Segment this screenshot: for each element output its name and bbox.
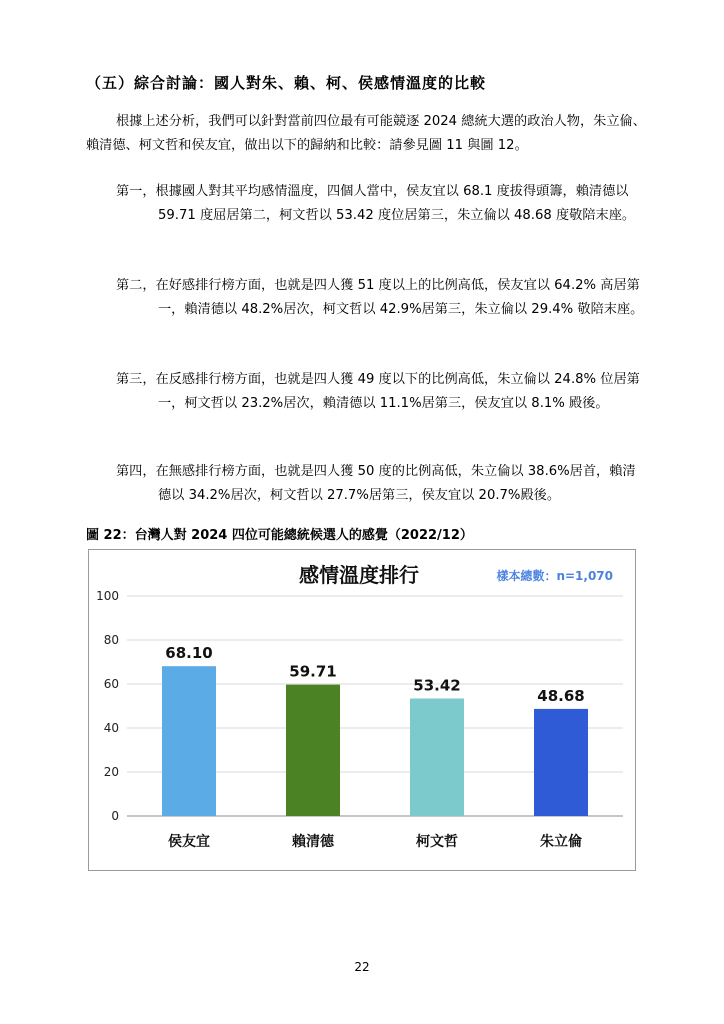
page-number: 22 [354,960,370,974]
temperature-bar-chart [89,550,635,870]
summary-point-2: 第二，在好感排行榜方面，也就是四人獲 51 度以上的比例高低，侯友宜以 64.2% 高居第一，賴清德以 48.2%居次，柯文哲以 42.9%居第三，朱立倫以 29.4% 敬陪末座。 [116,278,644,317]
y-tick-label: 100 [96,589,119,603]
x-tick-label: 朱立倫 [540,834,582,850]
sample-size-note: 樣本總數：n=1,070 [496,569,613,583]
data-label: 59.71 [289,662,337,681]
y-tick-label: 20 [103,765,119,779]
bar-4 [534,709,588,816]
y-tick-label: 0 [111,809,119,823]
chart-frame [88,549,636,871]
bar-1 [162,666,216,816]
x-tick-label: 賴清德 [292,834,334,850]
x-tick-label: 侯友宜 [168,834,210,850]
data-label: 53.42 [413,676,461,695]
bar-2 [286,685,340,816]
chart-title: 感情溫度排行 [299,563,419,587]
data-label: 48.68 [537,686,585,705]
y-tick-label: 80 [103,633,119,647]
data-label: 68.10 [165,644,213,663]
y-tick-label: 60 [103,677,119,691]
section-heading: （五）綜合討論：國人對朱、賴、柯、侯感情溫度的比較 [86,74,487,92]
x-tick-label: 柯文哲 [416,834,458,850]
summary-point-4: 第四，在無感排行榜方面，也就是四人獲 50 度的比例高低，朱立倫以 38.6%居首，賴清德以 34.2%居次，柯文哲以 27.7%居第三，侯友宜以 20.7%殿後。 [116,464,636,503]
bar-3 [410,698,464,816]
summary-point-3: 第三，在反感排行榜方面，也就是四人獲 49 度以下的比例高低，朱立倫以 24.8% 位居第一，柯文哲以 23.2%居次，賴清德以 11.1%居第三，侯友宜以 8.1% 殿後。 [116,372,640,411]
intro-paragraph: 根據上述分析，我們可以針對當前四位最有可能競逐 2024 總統大選的政治人物，朱立倫、賴清德、柯文哲和侯友宜，做出以下的歸納和比較：請參見圖 11 與圖 12。 [86,114,646,153]
summary-point-1: 第一，根據國人對其平均感情溫度，四個人當中，侯友宜以 68.1 度拔得頭籌，賴清德以 59.71 度屈居第二，柯文哲以 53.42 度位居第三，朱立倫以 48.68 度敬陪末座。 [116,184,636,223]
y-tick-label: 40 [103,721,119,735]
figure-caption: 圖 22：台灣人對 2024 四位可能總統候選人的感覺（2022/12） [86,528,473,543]
